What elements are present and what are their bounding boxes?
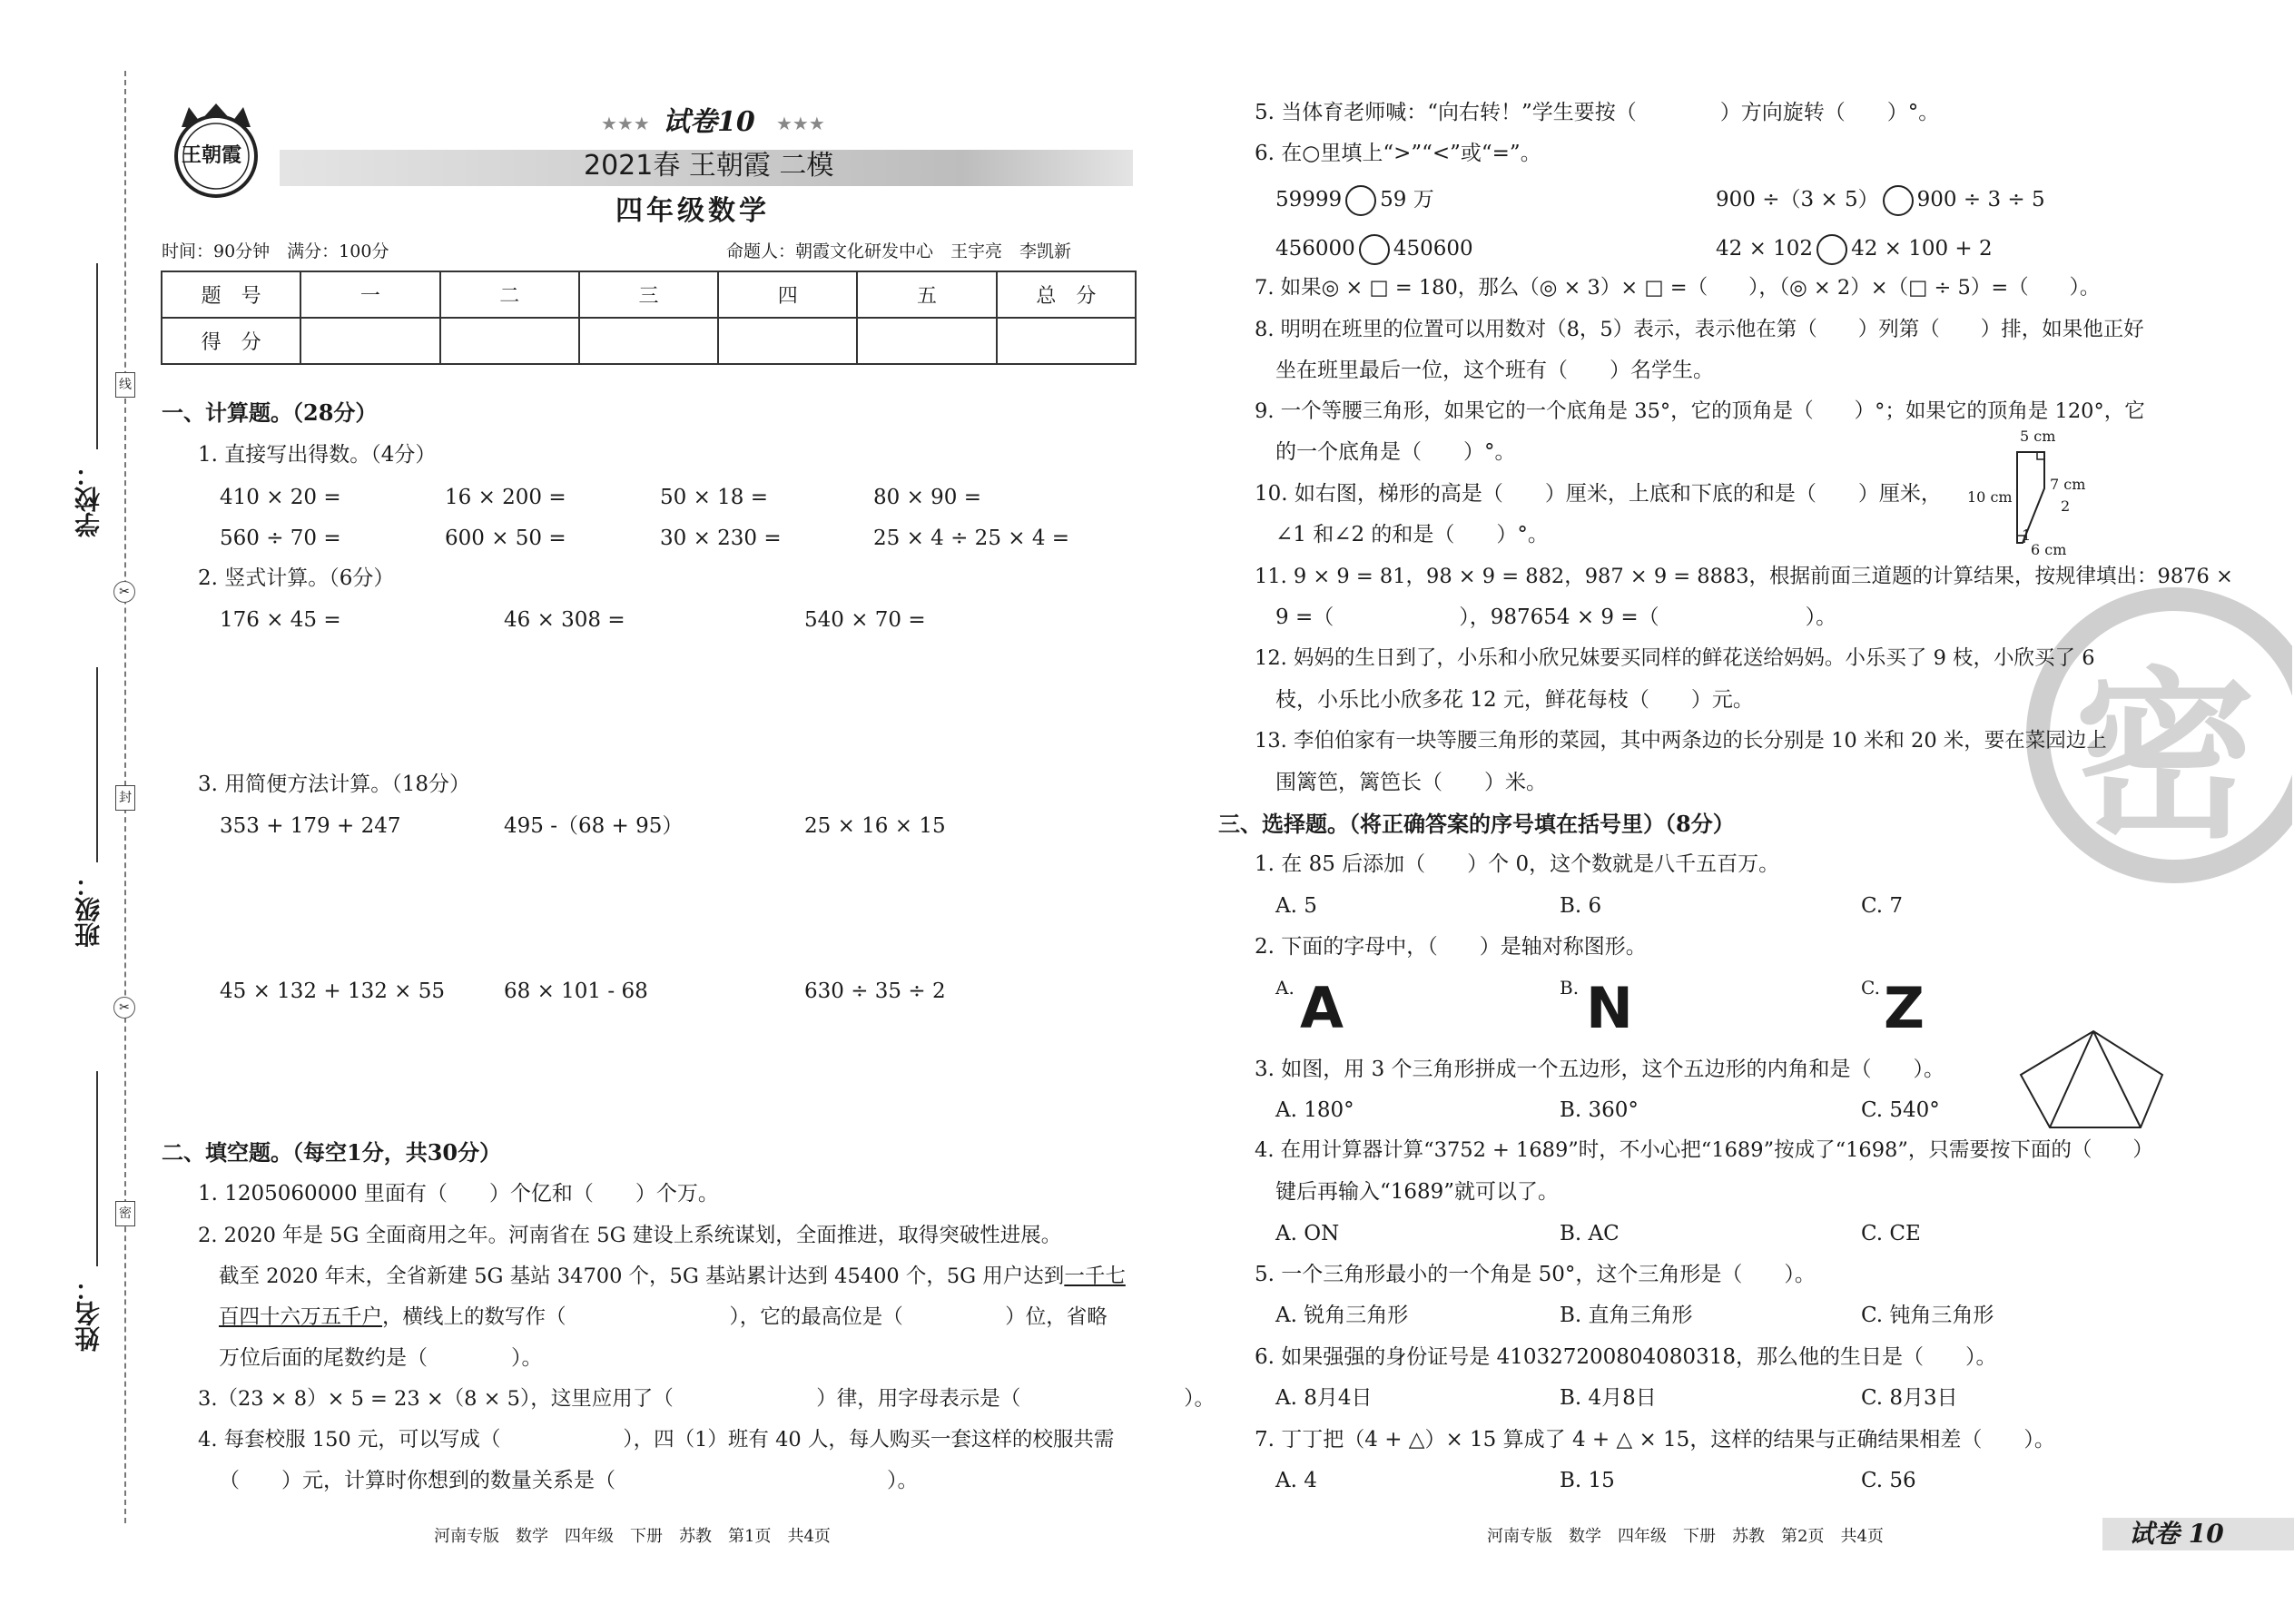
compare-row: 900 ÷（3 × 5） 900 ÷ 3 ÷ 5 (1716, 185, 2045, 216)
stars-right: ★★★ (776, 113, 825, 134)
fill-q9-line2: 的一个底角是（ ）°。 (1275, 440, 1516, 464)
simplify-item: 353 + 179 + 247 (220, 814, 401, 838)
choice-q7: 7. 丁丁把（4 + △）× 15 算成了 4 + △ × 15，这样的结果与正确结果相差（ ）。 (1255, 1428, 2055, 1452)
choice-q1: 1. 在 85 后添加（ ）个 0，这个数就是八千五百万。 (1255, 852, 1780, 876)
score-header-cell: 总 分 (997, 271, 1136, 318)
score-input-cell[interactable] (440, 318, 579, 364)
fill-q4-line1: 4. 每套校服 150 元，可以写成（ ），四（1）班有 40 人，每人购买一套这样的校服共需 (198, 1428, 1115, 1452)
choice-option[interactable]: A. 5 (1275, 894, 1317, 918)
score-header-cell: 题 号 (162, 271, 300, 318)
simplify-item: 45 × 132 + 132 × 55 (220, 979, 446, 1003)
fill-q13-line1: 13. 李伯伯家有一块等腰三角形的菜园，其中两条边的长分别是 10 米和 20 米，要在菜园边上 (1255, 729, 2107, 753)
right-footer: 河南专版 数学 四年级 下册 苏教 第2页 共4页 (1487, 1527, 1884, 1546)
calc-item: 30 × 230 = (660, 527, 782, 550)
fill-q4-line2: （ ）元，计算时你想到的数量关系是（ ）。 (219, 1469, 919, 1492)
fill-q10-line1: 10. 如右图，梯形的高是（ ）厘米，上底和下底的和是（ ）厘米， (1255, 482, 1942, 506)
paper-number: 试卷10 (663, 106, 755, 138)
choice-option[interactable]: B. 直角三角形 (1560, 1304, 1693, 1327)
trap-angle-2: 2 (2061, 497, 2071, 515)
seal-mark-mi: 密 (115, 1201, 135, 1226)
choice-option[interactable]: A. 4 (1275, 1469, 1317, 1492)
choice-option[interactable]: C. 540° (1861, 1098, 1940, 1122)
compare-circle-blank[interactable] (1359, 234, 1390, 265)
choice-option[interactable]: C. CE (1861, 1222, 1921, 1245)
letter-A: A (1300, 975, 1344, 1041)
fill-q13-line2: 围篱笆，篱笆长（ ）米。 (1275, 771, 1547, 794)
simplify-item: 68 × 101 - 68 (504, 979, 648, 1003)
pentagon-figure (2017, 1026, 2171, 1135)
seal-mark-feng: 封 (115, 785, 135, 811)
compare-circle-blank[interactable] (1816, 234, 1847, 265)
vertical-calc-item: 46 × 308 = (504, 608, 625, 632)
fill-q7: 7. 如果◎ × □ = 180，那么（◎ × 3）× □ =（ ），（◎ × 2）×（□ ÷ 5）=（ ）。 (1255, 276, 2101, 300)
section-2-title: 二、填空题。（每空1分，共30分） (162, 1139, 502, 1166)
simplify-item: 25 × 16 × 15 (804, 814, 946, 838)
choice-option[interactable]: C. 8月3日 (1861, 1386, 1958, 1410)
score-input-cell[interactable] (300, 318, 439, 364)
choice-option[interactable]: B. AC (1560, 1222, 1620, 1245)
watermark-char: 密 (2074, 652, 2257, 863)
choice-option[interactable]: C. (1861, 977, 1880, 999)
calc-item: 50 × 18 = (660, 486, 769, 509)
letter-Z: Z (1884, 975, 1925, 1041)
choice-q4-line1: 4. 在用计算器计算“3752 + 1689”时，不小心把“1689”按成了“1698”，只需要按下面的（ ） (1255, 1138, 2153, 1162)
class-label: 班级： (74, 871, 103, 948)
fill-q11-line1: 11. 9 × 9 = 81，98 × 9 = 882，987 × 9 = 8883，根据前面三道题的计算结果，按规律填出：9876 × (1255, 565, 2233, 588)
fill-q3: 3.（23 × 8）× 5 = 23 ×（8 × 5），这里应用了（ ）律，用字母表示是（ ）。 (198, 1387, 1215, 1411)
choice-q6: 6. 如果强强的身份证号是 410327200804080318，那么他的生日是（ ）。 (1255, 1345, 1997, 1369)
exam-title: 2021春 王朝霞 二模 (584, 150, 834, 182)
trap-label-bottom: 6 cm (2031, 541, 2067, 558)
calc-item: 80 × 90 = (873, 486, 982, 509)
choice-option[interactable]: A. 锐角三角形 (1275, 1304, 1409, 1327)
choice-option[interactable]: A. 180° (1275, 1098, 1354, 1122)
trap-angle-1: 1 (2022, 527, 2032, 544)
fill-q2-line1: 2. 2020 年是 5G 全面商用之年。河南省在 5G 建设上系统谋划，全面推进，取得突破性进展。 (198, 1224, 1062, 1247)
logo-text: 王朝霞 (182, 143, 242, 167)
fill-q6: 6. 在○里填上“>”“<”或“=”。 (1255, 142, 1541, 165)
time-info: 时间：90分钟 满分：100分 (162, 241, 389, 261)
s1-q1-title: 1. 直接写出得数。（4分） (198, 443, 437, 467)
trap-label-left: 10 cm (1967, 488, 2013, 506)
letter-N: N (1586, 975, 1633, 1041)
fill-q1: 1. 1205060000 里面有（ ）个亿和（ ）个万。 (198, 1182, 719, 1206)
choice-q5: 5. 一个三角形最小的一个角是 50°，这个三角形是（ ）。 (1255, 1263, 1816, 1286)
school-blank[interactable] (96, 263, 98, 449)
fill-q12-line1: 12. 妈妈的生日到了，小乐和小欣兄妹要买同样的鲜花送给妈妈。小乐买了 9 枝，小欣买了 6 (1255, 646, 2095, 670)
choice-option[interactable]: B. 360° (1560, 1098, 1639, 1122)
vertical-calc-item: 176 × 45 = (220, 608, 341, 632)
section-1-title: 一、计算题。（28分） (162, 399, 378, 426)
name-blank[interactable] (96, 1071, 98, 1266)
fill-q10-line2: ∠1 和∠2 的和是（ ）°。 (1275, 523, 1549, 546)
s1-q2-title: 2. 竖式计算。（6分） (198, 566, 395, 590)
s1-q3-title: 3. 用简便方法计算。（18分） (198, 773, 471, 796)
compare-row: 59999 59 万 (1275, 185, 1434, 216)
trap-label-top: 5 cm (2020, 428, 2056, 445)
fill-q2-line4: 万位后面的尾数约是（ ）。 (219, 1346, 543, 1370)
fill-q8-line2: 坐在班里最后一位，这个班有（ ）名学生。 (1275, 359, 1714, 382)
choice-q3: 3. 如图，用 3 个三角形拼成一个五边形，这个五边形的内角和是（ ）。 (1255, 1058, 1945, 1081)
score-table (161, 271, 1137, 365)
stars-left: ★★★ (601, 113, 650, 134)
score-header-cell: 二 (440, 271, 579, 318)
choice-q4-line2: 键后再输入“1689”就可以了。 (1275, 1180, 1560, 1204)
score-input-cell[interactable] (718, 318, 857, 364)
score-input-cell[interactable] (579, 318, 718, 364)
school-label: 学校： (74, 461, 103, 537)
fill-q5: 5. 当体育老师喊：“向右转！”学生要按（ ）方向旋转（ ）°。 (1255, 101, 1940, 124)
fill-q12-line2: 枝，小乐比小欣多花 12 元，鲜花每枝（ ）元。 (1275, 688, 1754, 712)
calc-item: 600 × 50 = (445, 527, 566, 550)
authors: 命题人：朝霞文化研发中心 王宇亮 李凯新 (726, 241, 1072, 261)
left-footer: 河南专版 数学 四年级 下册 苏教 第1页 共4页 (434, 1527, 831, 1546)
fill-q2-line3: 百四十六万五千户，横线上的数写作（ ），它的最高位是（ ）位，省略 (219, 1305, 1108, 1329)
fill-q2-line2: 截至 2020 年末，全省新建 5G 基站 34700 个，5G 基站累计达到 45400 个，5G 用户达到一千七 (219, 1265, 1126, 1288)
choice-option[interactable]: C. 56 (1861, 1469, 1916, 1492)
choice-option[interactable]: B. (1560, 977, 1580, 999)
seal-mark-xian: 线 (115, 372, 135, 398)
choice-option[interactable]: B. 15 (1560, 1469, 1615, 1492)
choice-option[interactable]: C. 钝角三角形 (1861, 1304, 1994, 1327)
simplify-item: 495 -（68 + 95） (504, 814, 684, 838)
score-input-cell[interactable] (857, 318, 996, 364)
section-3-title: 三、选择题。（将正确答案的序号填在括号里）（8分） (1218, 811, 1735, 837)
seal-dot: ✂ (113, 997, 135, 1019)
underlined-number-words: 一千七 (1064, 1265, 1126, 1288)
fill-q9-line1: 9. 一个等腰三角形，如果它的一个底角是 35°，它的顶角是（ ）°；如果它的顶角是 120°，它 (1255, 399, 2145, 423)
calc-item: 560 ÷ 70 = (220, 527, 341, 550)
choice-option[interactable]: A. (1275, 977, 1295, 999)
choice-option[interactable]: C. 7 (1861, 894, 1904, 918)
name-label: 姓名： (74, 1275, 103, 1352)
compare-circle-blank[interactable] (1345, 185, 1376, 216)
calc-item: 16 × 200 = (445, 486, 566, 509)
score-header-cell: 五 (857, 271, 996, 318)
fill-q11-line2: 9 =（ ），987654 × 9 =（ ）。 (1275, 605, 1837, 629)
fill-q8-line1: 8. 明明在班里的位置可以用数对（8，5）表示，表示他在第（ ）列第（ ）排，如果他正好 (1255, 318, 2144, 341)
simplify-item: 630 ÷ 35 ÷ 2 (804, 979, 946, 1003)
score-header-cell: 三 (579, 271, 718, 318)
compare-row: 42 × 102 42 × 100 + 2 (1716, 234, 1993, 265)
calc-item: 410 × 20 = (220, 486, 341, 509)
score-row-label: 得 分 (162, 318, 300, 364)
score-header-cell: 四 (718, 271, 857, 318)
choice-option[interactable]: B. 6 (1560, 894, 1602, 918)
trap-label-right: 7 cm (2050, 476, 2086, 493)
choice-q2: 2. 下面的字母中，（ ）是轴对称图形。 (1255, 935, 1647, 959)
score-input-cell[interactable] (997, 318, 1136, 364)
seal-dot: ✂ (113, 581, 135, 603)
choice-option[interactable]: A. 8月4日 (1275, 1386, 1373, 1410)
calc-item: 25 × 4 ÷ 25 × 4 = (873, 527, 1070, 550)
subject-title: 四年级数学 (615, 195, 770, 227)
compare-row: 456000 450600 (1275, 234, 1473, 265)
compare-circle-blank[interactable] (1883, 185, 1914, 216)
underlined-number-words: 百四十六万五千户 (219, 1305, 383, 1329)
score-header-cell: 一 (300, 271, 439, 318)
corner-label: 试卷 10 (2129, 1519, 2224, 1549)
choice-option[interactable]: A. ON (1275, 1222, 1340, 1245)
class-blank[interactable] (96, 667, 98, 862)
choice-option[interactable]: B. 4月8日 (1560, 1386, 1657, 1410)
vertical-calc-item: 540 × 70 = (804, 608, 926, 632)
